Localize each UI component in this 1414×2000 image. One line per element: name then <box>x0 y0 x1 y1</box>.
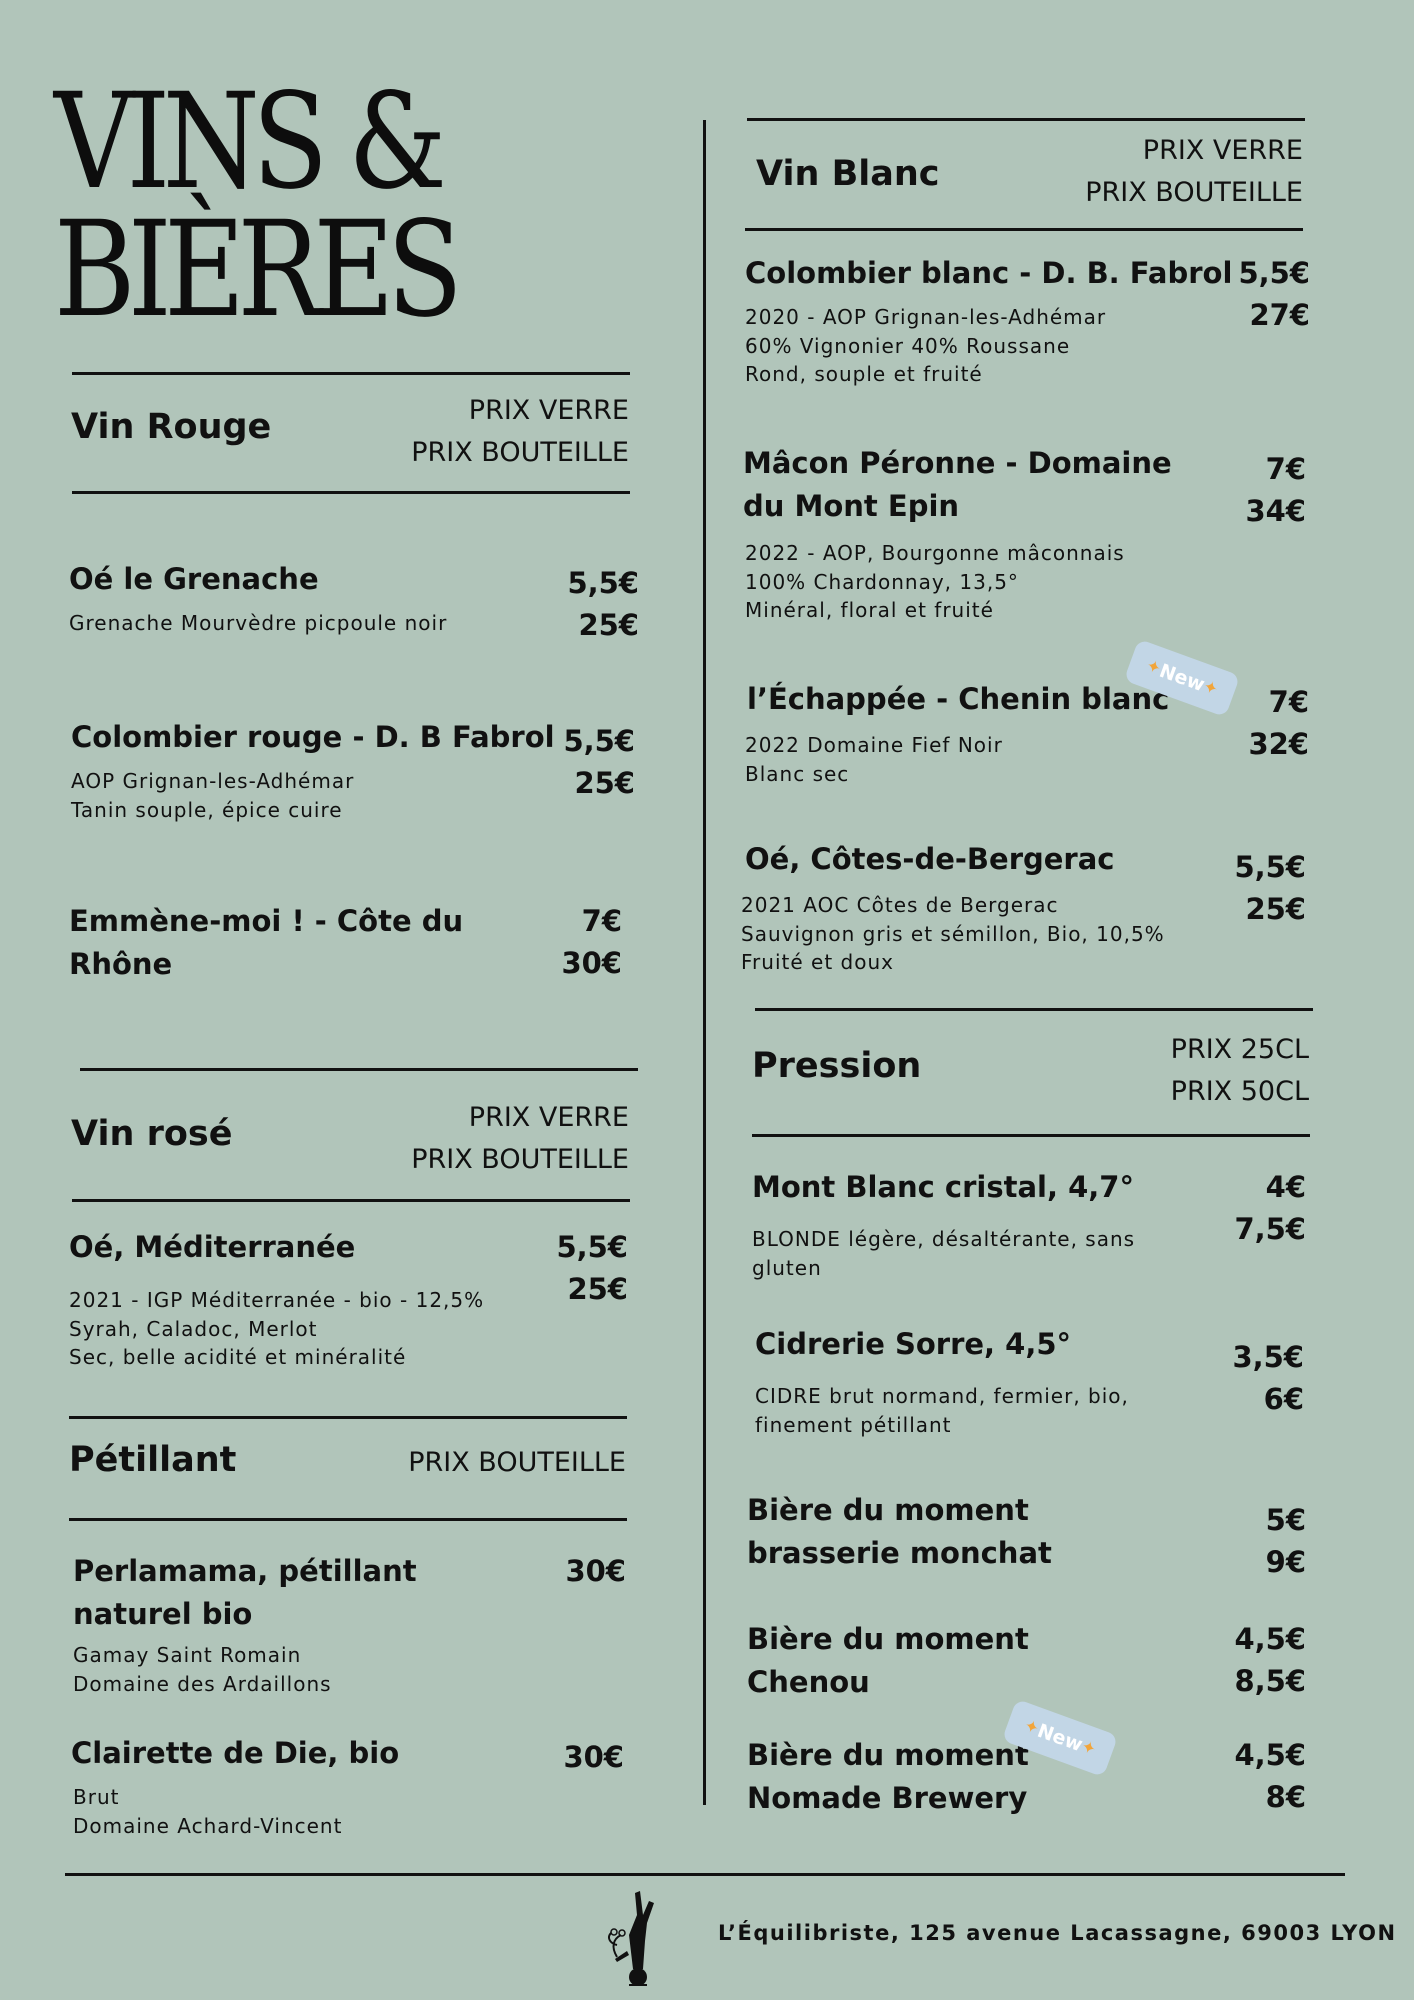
footer-rule <box>65 1873 1345 1876</box>
item-desc: CIDRE brut normand, fermier, bio, finement pétillant <box>755 1384 1129 1437</box>
section-rule <box>80 1068 638 1071</box>
item-desc: AOP Grignan-les-Adhémar Tanin souple, épice cuire <box>71 769 355 822</box>
item-name: Emmène-moi ! - Côte du Rhône <box>69 904 464 981</box>
price-50cl: 8,5€ <box>1234 1664 1306 1698</box>
price-50cl: 6€ <box>1263 1382 1304 1416</box>
price-bottle: 27€ <box>1249 298 1310 332</box>
price-50cl: 8€ <box>1265 1780 1306 1814</box>
star-icon: ✦ <box>1143 655 1164 680</box>
price-bottle: 34€ <box>1245 494 1306 528</box>
menu-title-line2: BIÈRES <box>54 193 456 347</box>
header-prix-25cl: PRIX 25CL <box>1170 1034 1309 1065</box>
price-glass: 7€ <box>1268 685 1309 719</box>
price-50cl: 7,5€ <box>1234 1212 1306 1246</box>
section-title-vin-rouge: Vin Rouge <box>71 407 272 447</box>
item-name: Oé le Grenache <box>69 562 319 596</box>
item-name: Bière du moment Chenou <box>747 1622 1029 1699</box>
section-rule <box>72 491 630 494</box>
section-rule <box>745 228 1303 231</box>
new-badge-label: New <box>1034 1719 1086 1757</box>
item-prices <box>563 720 635 804</box>
item-prices <box>565 1550 626 1592</box>
item-prices <box>563 1736 624 1778</box>
price-glass: 7€ <box>581 904 622 938</box>
price-bottle: 32€ <box>1248 727 1309 761</box>
price-25cl: 3,5€ <box>1232 1340 1304 1374</box>
section-rule <box>747 118 1305 121</box>
item-prices <box>1266 1499 1306 1583</box>
menu-title-line1: VINS & <box>54 65 440 219</box>
item-prices <box>1234 1734 1306 1818</box>
menu-title <box>54 65 456 347</box>
header-prix-verre: PRIX VERRE <box>1142 135 1303 166</box>
section-rule <box>72 1199 630 1202</box>
item-desc: 2022 Domaine Fief Noir Blanc sec <box>745 733 1003 786</box>
price-bottle: 25€ <box>1245 892 1306 926</box>
price-bottle: 30€ <box>565 1554 626 1588</box>
item-prices <box>1234 846 1306 930</box>
section-rule <box>69 1416 627 1419</box>
item-prices <box>567 562 639 646</box>
section-rule <box>69 1518 627 1521</box>
section-title-vin-rose: Vin rosé <box>71 1114 233 1154</box>
item-name: Colombier rouge - D. B Fabrol <box>71 720 555 754</box>
star-icon: ✦ <box>1200 676 1221 701</box>
acrobat-figure-icon <box>605 1885 670 1995</box>
new-badge-label: New <box>1156 659 1208 697</box>
item-desc: Gamay Saint Romain Domaine des Ardaillons <box>73 1643 332 1696</box>
item-name: l’Échappée - Chenin blanc <box>747 682 1170 716</box>
item-desc: BLONDE légère, désaltérante, sans gluten <box>752 1227 1136 1280</box>
item-name: Perlamama, pétillant naturel bio <box>73 1554 417 1631</box>
item-name: Colombier blanc - D. B. Fabrol <box>745 256 1233 290</box>
item-prices <box>1245 448 1306 532</box>
price-25cl: 5€ <box>1265 1503 1306 1537</box>
section-header-pression <box>1171 1029 1309 1113</box>
item-desc: 2022 - AOP, Bourgonne mâconnais 100% Chardonnay, 13,5° Minéral, floral et fruité <box>745 541 1125 622</box>
star-icon: ✦ <box>1021 1715 1042 1740</box>
section-header-vin-rose <box>411 1097 629 1181</box>
price-bottle: 30€ <box>563 1740 624 1774</box>
item-prices <box>1232 1336 1304 1420</box>
section-header-vin-blanc <box>1085 130 1303 214</box>
item-desc: 2021 - IGP Méditerranée - bio - 12,5% Syrah, Caladoc, Merlot Sec, belle acidité et minéralité <box>69 1288 485 1369</box>
item-name: Bière du moment Nomade Brewery <box>747 1738 1029 1815</box>
item-prices <box>1248 681 1309 765</box>
header-prix-bouteille: PRIX BOUTEILLE <box>1085 177 1303 208</box>
item-name: Bière du moment brasserie monchat <box>747 1493 1052 1570</box>
header-prix-bouteille: PRIX BOUTEILLE <box>411 437 629 468</box>
header-prix-bouteille: PRIX BOUTEILLE <box>408 1447 626 1478</box>
header-prix-verre: PRIX VERRE <box>468 395 629 426</box>
item-name: Mâcon Péronne - Domaine du Mont Epin <box>743 446 1172 523</box>
item-name: Mont Blanc cristal, 4,7° <box>752 1170 1134 1204</box>
section-rule <box>755 1008 1313 1011</box>
star-icon: ✦ <box>1078 1736 1099 1761</box>
section-title-petillant: Pétillant <box>69 1440 237 1480</box>
price-glass: 5,5€ <box>556 1230 628 1264</box>
item-desc: 2020 - AOP Grignan-les-Adhémar 60% Vignonier 40% Roussane Rond, souple et fruité <box>745 305 1107 386</box>
item-name: Oé, Côtes-de-Bergerac <box>745 842 1115 876</box>
price-bottle: 25€ <box>578 608 639 642</box>
price-glass: 5,5€ <box>1238 256 1310 290</box>
column-divider <box>703 120 706 1805</box>
price-50cl: 9€ <box>1265 1545 1306 1579</box>
price-25cl: 4€ <box>1265 1170 1306 1204</box>
price-glass: 5,5€ <box>1234 850 1306 884</box>
price-bottle: 25€ <box>567 1272 628 1306</box>
section-rule <box>72 372 630 375</box>
price-25cl: 4,5€ <box>1234 1738 1306 1772</box>
section-title-pression: Pression <box>752 1046 922 1086</box>
price-glass: 5,5€ <box>563 724 635 758</box>
section-header-vin-rouge <box>411 390 629 474</box>
footer-address: L’Équilibriste, 125 avenue Lacassagne, 69003 LYON <box>718 1921 1397 1945</box>
item-prices <box>556 1226 628 1310</box>
item-desc: Brut Domaine Achard-Vincent <box>73 1785 343 1838</box>
price-bottle: 25€ <box>574 766 635 800</box>
item-desc: Grenache Mourvèdre picpoule noir <box>69 611 448 635</box>
section-title-vin-blanc: Vin Blanc <box>756 154 940 194</box>
item-prices <box>561 900 622 984</box>
header-prix-verre: PRIX VERRE <box>468 1102 629 1133</box>
price-glass: 7€ <box>1265 452 1306 486</box>
section-header-petillant <box>408 1442 626 1484</box>
item-desc: 2021 AOC Côtes de Bergerac Sauvignon gris et sémillon, Bio, 10,5% Fruité et doux <box>741 893 1165 974</box>
item-name: Clairette de Die, bio <box>71 1736 400 1770</box>
item-name: Oé, Méditerranée <box>69 1230 356 1264</box>
item-name: Cidrerie Sorre, 4,5° <box>755 1327 1072 1361</box>
price-25cl: 4,5€ <box>1234 1622 1306 1656</box>
header-prix-50cl: PRIX 50CL <box>1170 1076 1309 1107</box>
item-prices <box>1238 252 1310 336</box>
header-prix-bouteille: PRIX BOUTEILLE <box>411 1144 629 1175</box>
price-bottle: 30€ <box>561 946 622 980</box>
price-glass: 5,5€ <box>567 566 639 600</box>
section-rule <box>752 1134 1310 1137</box>
item-prices <box>1234 1618 1306 1702</box>
item-prices <box>1234 1166 1306 1250</box>
